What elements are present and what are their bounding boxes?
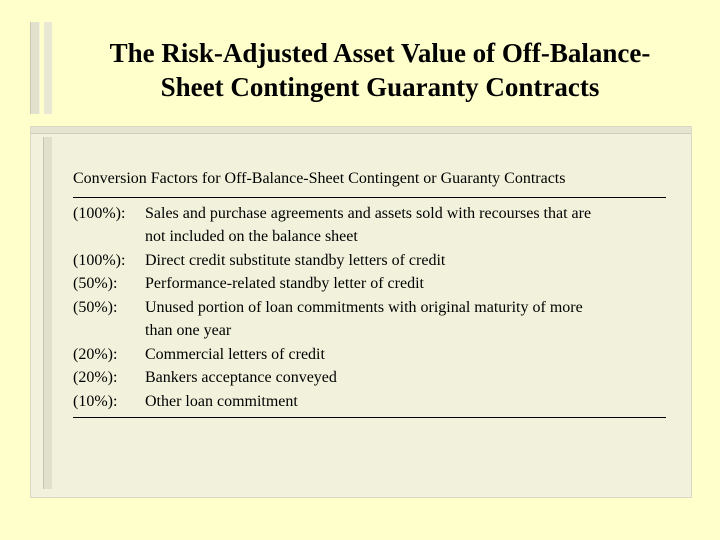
conversion-factor: (50%): — [73, 298, 118, 316]
list-item — [73, 202, 668, 249]
content-panel — [30, 126, 692, 498]
slide-title — [70, 36, 690, 104]
description-line: Commercial letters of credit — [145, 345, 325, 363]
panel-top-bar — [31, 127, 691, 134]
description-line: Performance-related standby letter of credit — [145, 275, 424, 292]
list-item — [73, 366, 668, 390]
content-body — [73, 167, 668, 418]
list-item — [73, 272, 668, 296]
title-line-2: Sheet Contingent Guaranty Contracts — [160, 72, 600, 102]
description-line: Unused portion of loan commitments with original maturity of more — [145, 298, 583, 316]
contract-description — [145, 272, 668, 296]
contract-description — [145, 202, 668, 249]
contract-description — [145, 390, 668, 414]
title-frame — [30, 22, 690, 114]
description-line: than one year — [145, 322, 232, 339]
contract-description — [145, 366, 668, 390]
conversion-factor: (10%): — [73, 392, 118, 410]
description-line: not included on the balance sheet — [145, 228, 358, 245]
description-line: Direct credit substitute standby letters of credit — [145, 251, 446, 269]
description-line: Sales and purchase agreements and assets sold with recourses that are — [145, 204, 592, 222]
contract-description — [145, 296, 668, 343]
title-decor-bar-inner — [44, 22, 52, 114]
title-line-1: The Risk-Adjusted Asset Value of Off-Balance- — [109, 38, 651, 68]
contract-description — [145, 249, 668, 273]
table-heading: Conversion Factors for Off-Balance-Sheet Contingent or Guaranty Contracts — [73, 170, 566, 187]
conversion-factor: (20%): — [73, 345, 118, 363]
conversion-factor: (100%): — [73, 251, 126, 269]
description-line: Bankers acceptance conveyed — [145, 369, 337, 386]
conversion-factor: (50%): — [73, 275, 118, 292]
panel-decor-bar — [43, 137, 52, 489]
list-item — [73, 390, 668, 414]
description-line: Other loan commitment — [145, 392, 298, 410]
list-item — [73, 343, 668, 367]
bottom-rule — [73, 417, 666, 418]
conversion-factor: (20%): — [73, 369, 118, 386]
top-rule — [73, 197, 666, 198]
conversion-factor: (100%): — [73, 204, 126, 222]
contract-description — [145, 343, 668, 367]
list-item — [73, 249, 668, 273]
list-item — [73, 296, 668, 343]
title-decor-bar — [30, 22, 40, 114]
